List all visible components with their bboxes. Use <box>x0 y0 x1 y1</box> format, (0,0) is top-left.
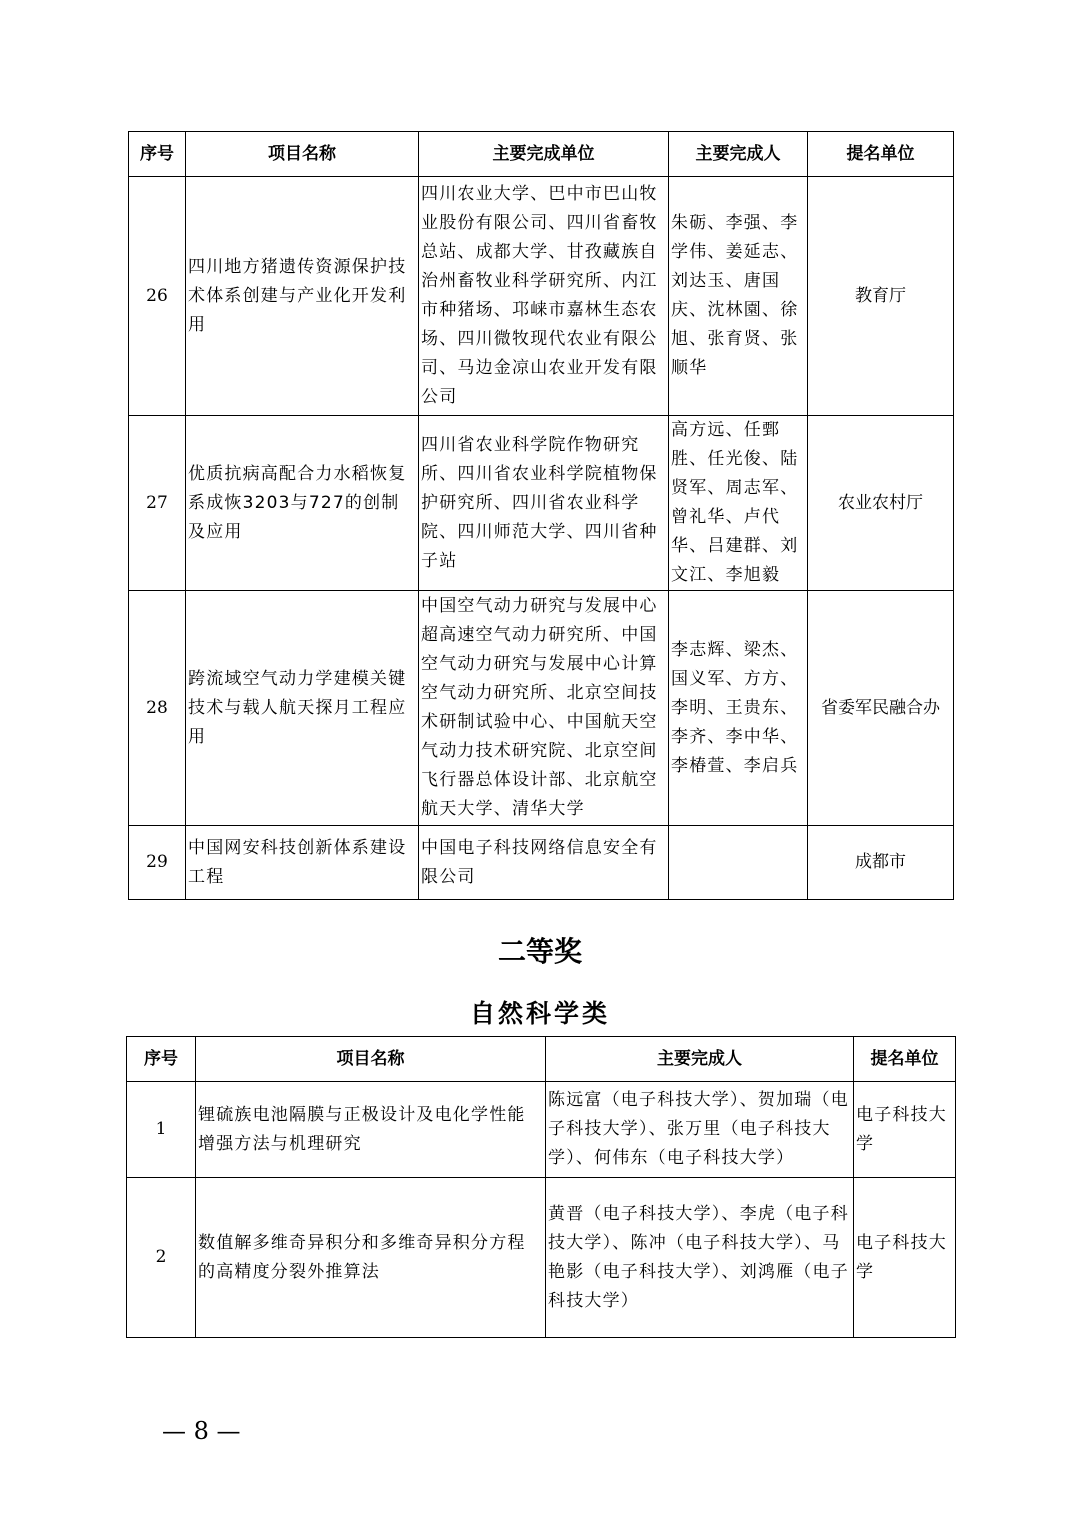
row-index: 26 <box>129 177 186 416</box>
row-nominator: 成都市 <box>808 826 954 900</box>
header-project-name: 项目名称 <box>186 132 419 177</box>
row-people: 陈远富（电子科技大学）、贺加瑞（电子科技大学）、张万里（电子科技大学）、何伟东（电子科技大学） <box>546 1082 854 1178</box>
row-index: 27 <box>129 416 186 591</box>
row-project-name: 优质抗病高配合力水稻恢复系成恢3203与727的创制及应用 <box>186 416 419 591</box>
table-row <box>129 591 954 826</box>
row-project-name: 四川地方猪遗传资源保护技术体系创建与产业化开发利用 <box>186 177 419 416</box>
row-index: 2 <box>127 1178 196 1338</box>
row-units: 四川省农业科学院作物研究所、四川省农业科学院植物保护研究所、四川省农业科学院、四川师范大学、四川省种子站 <box>419 416 669 591</box>
page-number: — 8 — <box>162 1417 241 1445</box>
table-row <box>129 177 954 416</box>
header-nominator: 提名单位 <box>808 132 954 177</box>
table-header-row <box>129 132 954 177</box>
header-nominator: 提名单位 <box>854 1037 956 1082</box>
row-people <box>669 826 808 900</box>
row-units: 中国电子科技网络信息安全有限公司 <box>419 826 669 900</box>
header-units: 主要完成单位 <box>419 132 669 177</box>
header-people: 主要完成人 <box>546 1037 854 1082</box>
award-table-second <box>126 1036 956 1338</box>
header-project-name: 项目名称 <box>196 1037 546 1082</box>
row-nominator: 电子科技大学 <box>854 1082 956 1178</box>
row-people: 黄晋（电子科技大学）、李虎（电子科技大学）、陈冲（电子科技大学）、马艳影（电子科技大学）、刘鸿雁（电子科技大学） <box>546 1178 854 1338</box>
header-people: 主要完成人 <box>669 132 808 177</box>
row-units: 中国空气动力研究与发展中心超高速空气动力研究所、中国空气动力研究与发展中心计算空气动力研究所、北京空间技术研制试验中心、中国航天空气动力技术研究院、北京空间飞行器总体设计部、北京航空航天大学、清华大学 <box>419 591 669 826</box>
header-index: 序号 <box>127 1037 196 1082</box>
row-people: 高方远、任鄄胜、任光俊、陆贤军、周志军、曾礼华、卢代华、吕建群、刘文江、李旭毅 <box>669 416 808 591</box>
table-row <box>127 1082 956 1178</box>
category-title: 自然科学类 <box>469 999 610 1028</box>
row-units: 四川农业大学、巴中市巴山牧业股份有限公司、四川省畜牧总站、成都大学、甘孜藏族自治州畜牧业科学研究所、内江市种猪场、邛崃市嘉林生态农场、四川微牧现代农业有限公司、马边金凉山农业开发有限公司 <box>419 177 669 416</box>
row-people: 李志辉、梁杰、国义军、方方、李明、王贵东、李齐、李中华、李椿萱、李启兵 <box>669 591 808 826</box>
row-people: 朱砺、李强、李学伟、姜延志、刘达玉、唐国庆、沈林園、徐旭、张育贤、张顺华 <box>669 177 808 416</box>
row-nominator: 教育厅 <box>808 177 954 416</box>
header-index: 序号 <box>129 132 186 177</box>
row-project-name: 跨流域空气动力学建模关键技术与载人航天探月工程应用 <box>186 591 419 826</box>
row-index: 28 <box>129 591 186 826</box>
row-project-name: 数值解多维奇异积分和多维奇异积分方程的高精度分裂外推算法 <box>196 1178 546 1338</box>
row-index: 29 <box>129 826 186 900</box>
table-row <box>127 1178 956 1338</box>
table-row <box>129 826 954 900</box>
row-nominator: 电子科技大学 <box>854 1178 956 1338</box>
award-table-first <box>128 131 954 900</box>
row-index: 1 <box>127 1082 196 1178</box>
row-nominator: 农业农村厅 <box>808 416 954 591</box>
row-project-name: 中国网安科技创新体系建设工程 <box>186 826 419 900</box>
award-level-title: 二等奖 <box>497 935 582 968</box>
row-nominator: 省委军民融合办 <box>808 591 954 826</box>
table-row <box>129 416 954 591</box>
table-header-row <box>127 1037 956 1082</box>
row-project-name: 锂硫族电池隔膜与正极设计及电化学性能增强方法与机理研究 <box>196 1082 546 1178</box>
